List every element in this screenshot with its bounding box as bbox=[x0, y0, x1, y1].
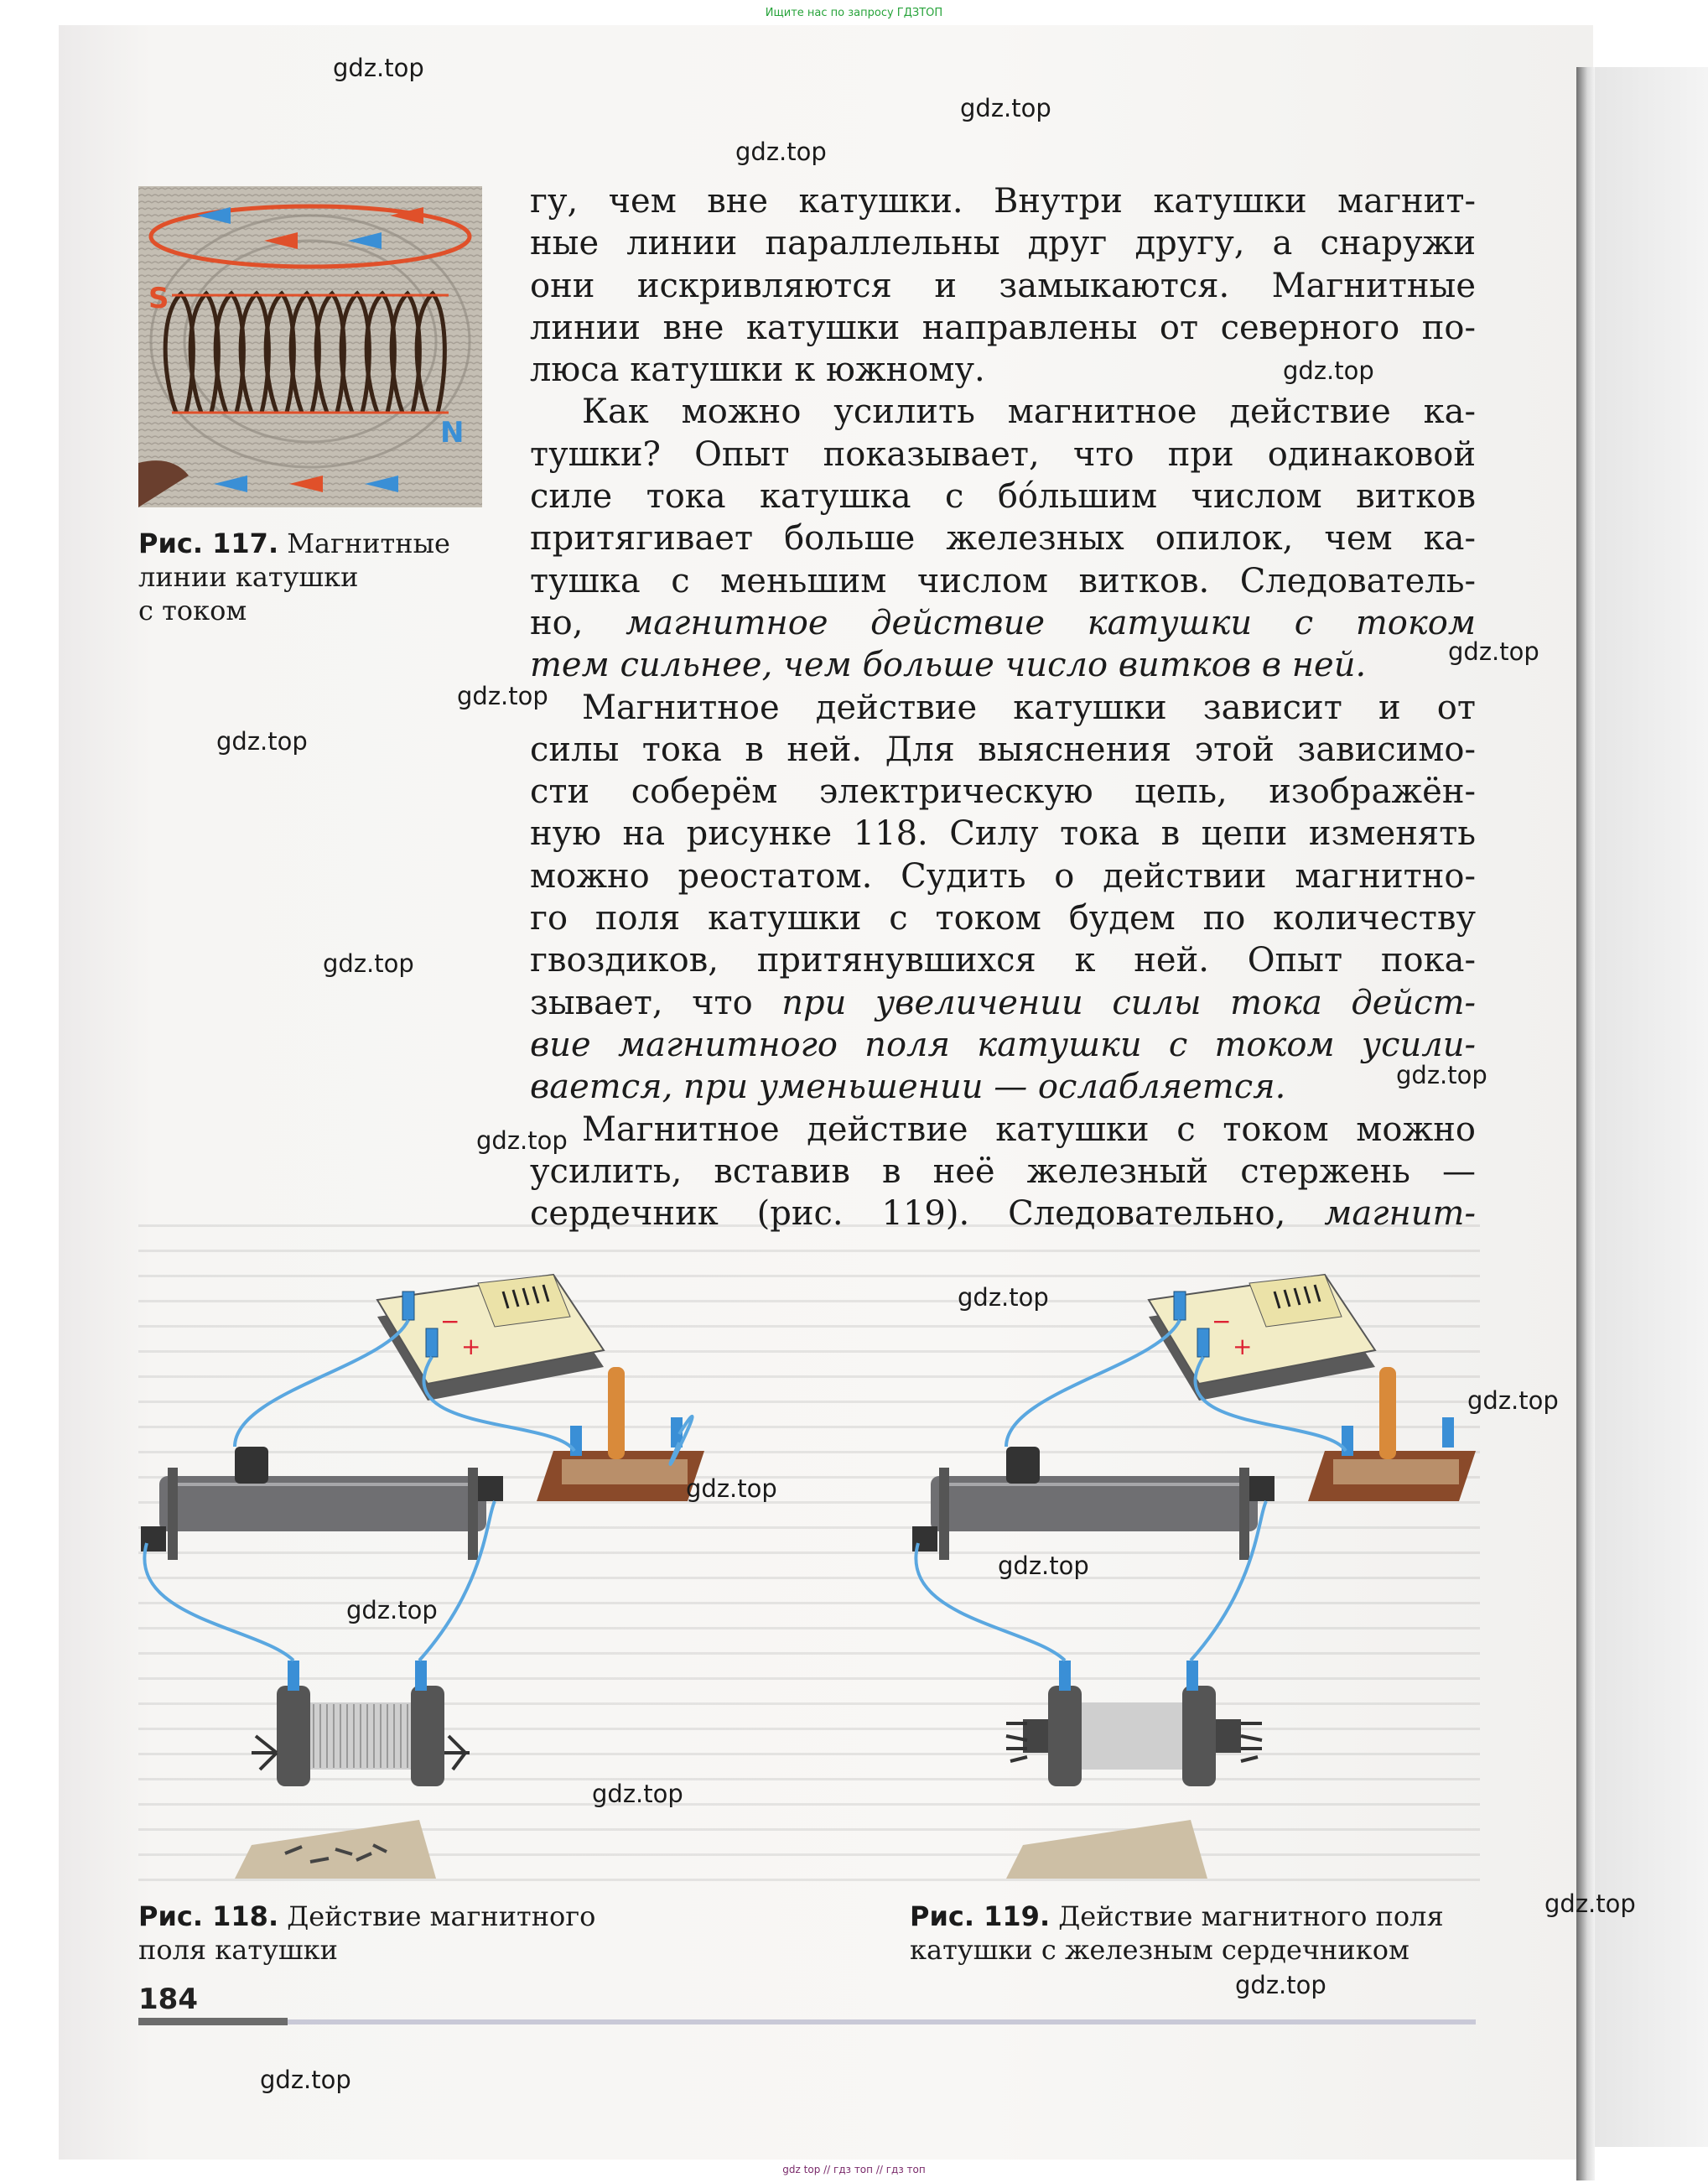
watermark: gdz.top bbox=[1544, 1889, 1636, 1918]
body-line bbox=[530, 265, 1476, 307]
watermark: gdz.top bbox=[592, 1780, 683, 1808]
fig119-caption-line2: катушки с железным сердечником bbox=[910, 1934, 1409, 1966]
page-rule-light bbox=[288, 2019, 1476, 2024]
page-number: 184 bbox=[138, 1983, 198, 2016]
fig117-image bbox=[138, 186, 482, 507]
fig119-caption-label: Рис. 119. bbox=[910, 1900, 1051, 1932]
nails-tray bbox=[235, 1820, 436, 1879]
body-line-text: ную на рисунке 118. Силу тока в цепи изменять bbox=[530, 814, 1476, 854]
fig119-caption bbox=[910, 1900, 1444, 1967]
watermark: gdz.top bbox=[686, 1474, 777, 1503]
watermark: gdz.top bbox=[1396, 1061, 1487, 1089]
body-line bbox=[530, 517, 1476, 559]
watermark: gdz.top bbox=[960, 94, 1051, 122]
body-line-text: усилить, вставив в неё железный стержень — bbox=[530, 1151, 1476, 1191]
coil bbox=[252, 1661, 470, 1786]
body-line-text: го поля катушки с током будем по количеству bbox=[530, 899, 1476, 938]
body-line bbox=[530, 602, 1476, 644]
fig118-caption-line2: поля катушки bbox=[138, 1934, 338, 1966]
body-line-text: ные линии параллельны друг другу, а снаружи bbox=[530, 224, 1476, 263]
body-line bbox=[530, 687, 1476, 729]
watermark: gdz.top bbox=[216, 727, 308, 756]
body-line-text: силы тока в ней. Для выяснения этой зависимо- bbox=[530, 730, 1476, 769]
pole-n-label: N bbox=[440, 416, 465, 450]
body-line-text: Магнитное действие катушки зависит и от bbox=[582, 688, 1476, 727]
body-line bbox=[530, 644, 1476, 686]
fig117-caption bbox=[138, 527, 450, 627]
footer-note[interactable]: gdz top // гдз топ // гдз топ bbox=[782, 2164, 926, 2175]
watermark: gdz.top bbox=[260, 2066, 351, 2094]
ammeter bbox=[377, 1275, 604, 1401]
body-line-text: силе тока катушка с бóльшим числом витков bbox=[530, 477, 1476, 517]
watermark: gdz.top bbox=[735, 138, 827, 166]
body-line bbox=[530, 180, 1476, 222]
empty-tray bbox=[1006, 1820, 1207, 1879]
watermark: gdz.top bbox=[1235, 1971, 1326, 1999]
fig119-caption-line1: Действие магнитного поля bbox=[1050, 1900, 1444, 1932]
watermark: gdz.top bbox=[333, 54, 424, 82]
watermark: gdz.top bbox=[998, 1551, 1089, 1580]
body-line bbox=[530, 939, 1476, 981]
body-line bbox=[530, 222, 1476, 264]
body-line-text: Как можно усилить магнитное действие ка- bbox=[582, 392, 1476, 432]
ammeter-minus: − bbox=[1212, 1307, 1232, 1335]
body-line bbox=[530, 771, 1476, 813]
watermark: gdz.top bbox=[476, 1126, 568, 1155]
body-line bbox=[530, 560, 1476, 602]
watermark: gdz.top bbox=[1448, 637, 1539, 666]
header-note[interactable]: Ищите нас по запросу ГДЗТОП bbox=[765, 7, 943, 19]
body-line bbox=[530, 729, 1476, 771]
watermark: gdz.top bbox=[457, 682, 548, 710]
body-line-text: они искривляются и замыкаются. Магнитные bbox=[530, 266, 1476, 305]
body-line bbox=[530, 1066, 1476, 1108]
rheostat bbox=[141, 1447, 503, 1560]
watermark: gdz.top bbox=[346, 1596, 438, 1624]
ammeter-minus: − bbox=[440, 1307, 460, 1335]
body-line-text: Магнитное действие катушки с током можно bbox=[582, 1110, 1476, 1149]
body-line-text: тушки? Опыт показывает, что при одинаковой bbox=[530, 434, 1476, 474]
body-text bbox=[530, 180, 1476, 1234]
switch bbox=[1308, 1367, 1476, 1501]
pole-s-label: S bbox=[148, 282, 169, 315]
body-line bbox=[530, 307, 1476, 349]
fig119-illustration bbox=[906, 1266, 1493, 1887]
body-line-italic: магнитное действие катушки с током bbox=[626, 603, 1477, 642]
fig117-caption-line3: с током bbox=[138, 595, 247, 626]
body-line-italic: вается, при уменьшении — ослабляется. bbox=[530, 1068, 1286, 1107]
watermark: gdz.top bbox=[1283, 356, 1374, 385]
body-line-text: притягивает больше железных опилок, чем ка- bbox=[530, 519, 1476, 559]
body-line-text: линии вне катушки направлены от северного по- bbox=[530, 308, 1476, 347]
fig118-caption bbox=[138, 1900, 595, 1967]
body-line-text: сти соберём электрическую цепь, изображён- bbox=[530, 772, 1476, 812]
fig117-caption-label: Рис. 117. bbox=[138, 528, 279, 559]
body-line-text: зывает, что bbox=[530, 983, 782, 1022]
body-line-italic: вие магнитного поля катушки с током усили- bbox=[530, 1025, 1476, 1064]
body-line bbox=[530, 982, 1476, 1024]
book-spine bbox=[1576, 67, 1595, 2180]
fig118-caption-line1: Действие магнитного bbox=[278, 1900, 596, 1932]
body-line-text: но, bbox=[530, 603, 626, 642]
body-line-italic: магнит- bbox=[1324, 1194, 1476, 1234]
watermark: gdz.top bbox=[958, 1283, 1049, 1312]
body-line-italic: при увеличении силы тока дейст- bbox=[781, 983, 1477, 1022]
fig118-caption-label: Рис. 118. bbox=[138, 1900, 279, 1932]
coil-with-core bbox=[1006, 1661, 1262, 1786]
body-line bbox=[530, 813, 1476, 855]
body-line-text: можно реостатом. Судить о действии магнитно- bbox=[530, 856, 1476, 896]
ammeter-plus: + bbox=[461, 1333, 481, 1360]
body-line bbox=[530, 1024, 1476, 1066]
ammeter bbox=[1149, 1275, 1375, 1401]
fig117-caption-line1: Магнитные bbox=[278, 528, 450, 559]
body-line-text: гу, чем вне катушки. Внутри катушки магнит- bbox=[530, 182, 1476, 221]
watermark: gdz.top bbox=[323, 949, 414, 978]
body-line-text: люса катушки к южному. bbox=[530, 351, 985, 390]
page-rule-dark bbox=[138, 2018, 288, 2025]
body-line-text: тушка с меньшим числом витков. Следователь- bbox=[530, 561, 1476, 600]
body-line bbox=[530, 434, 1476, 476]
body-line bbox=[530, 1109, 1476, 1151]
body-line bbox=[530, 1151, 1476, 1193]
body-line bbox=[530, 391, 1476, 433]
body-line bbox=[530, 476, 1476, 517]
ammeter-plus: + bbox=[1233, 1333, 1253, 1360]
body-line bbox=[530, 1193, 1476, 1234]
body-line-text: гвоздиков, притянувшихся к ней. Опыт пока- bbox=[530, 941, 1476, 980]
fig117-caption-line2: линии катушки bbox=[138, 561, 359, 593]
rheostat bbox=[912, 1447, 1275, 1560]
watermark: gdz.top bbox=[1467, 1386, 1559, 1415]
body-line bbox=[530, 897, 1476, 939]
next-page-edge bbox=[1595, 67, 1708, 2147]
body-line-text: сердечник (рис. 119). Следовательно, bbox=[530, 1194, 1325, 1234]
body-line bbox=[530, 855, 1476, 897]
body-line-italic: тем сильнее, чем больше число витков в ней. bbox=[530, 646, 1367, 685]
